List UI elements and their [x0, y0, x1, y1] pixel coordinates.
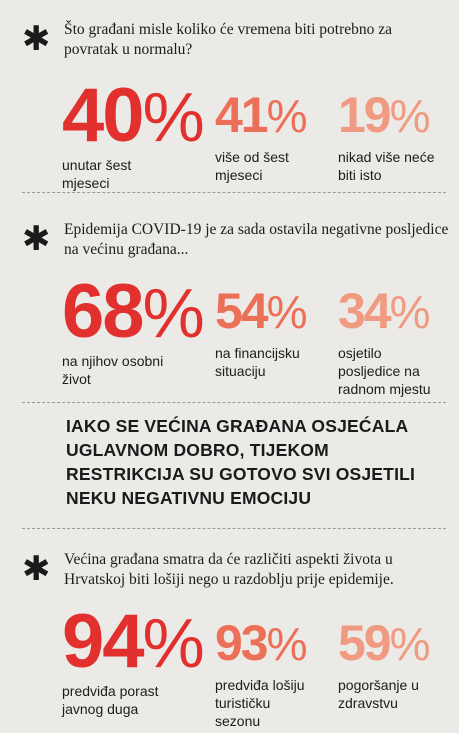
asterisk-icon: ✱	[22, 549, 51, 589]
stat-value: 40%	[62, 73, 205, 158]
stat-value: 68%	[62, 269, 205, 354]
stat-68	[62, 269, 212, 388]
stat-value: 19%	[338, 87, 431, 143]
section-negative-effects	[0, 192, 459, 400]
question-text: Većina građana smatra da će različiti aspekti života u Hrvatskoj biti lošiji nego u razdoblju prije epidemije.	[64, 551, 394, 588]
section-divider	[22, 402, 446, 403]
stat-value: 54%	[215, 283, 308, 339]
stat-label: unutar šest mjeseci	[62, 157, 132, 191]
stat-40	[62, 73, 212, 192]
asterisk-icon: ✱	[22, 19, 51, 59]
stat-label: više od šest mjeseci	[215, 149, 289, 183]
stat-label: osjetilo posljedice na radnom mjestu	[338, 345, 431, 397]
asterisk-icon: ✱	[22, 219, 51, 259]
stat-59	[338, 615, 448, 712]
question-text: Epidemija COVID-19 je za sada ostavila negativne posljedice na većinu građana...	[64, 221, 449, 258]
stat-41	[215, 87, 330, 184]
stat-label: predviđa lošiju turističku sezonu	[215, 677, 305, 729]
stat-94	[62, 599, 212, 718]
stat-value: 93%	[215, 615, 308, 671]
stat-value: 94%	[62, 599, 205, 684]
stat-54	[215, 283, 330, 380]
stat-value: 41%	[215, 87, 308, 143]
stat-value: 34%	[338, 283, 431, 339]
stat-label: na financijsku situaciju	[215, 345, 300, 379]
stat-19	[338, 87, 448, 184]
question-text: Što građani misle koliko će vremena biti potrebno za povratak u normalu?	[64, 21, 392, 58]
stat-label: nikad više neće biti isto	[338, 149, 435, 183]
stat-label: predviđa porast javnog duga	[62, 683, 159, 717]
stat-93	[215, 615, 330, 730]
section-future-outlook	[0, 528, 459, 733]
stat-label: pogoršanje u zdravstvu	[338, 677, 419, 711]
stat-label: na njihov osobni život	[62, 353, 164, 387]
stat-34	[338, 283, 448, 398]
headline: IAKO SE VEĆINA GRAĐANA OSJEĆALA UGLAVNOM DOBRO, TIJEKOM RESTRIKCIJA SU GOTOVO SVI OSJETILI NEKU NEGATIVNU EMOCIJU	[66, 416, 416, 508]
section-recovery-time	[0, 0, 459, 190]
stat-value: 59%	[338, 615, 431, 671]
